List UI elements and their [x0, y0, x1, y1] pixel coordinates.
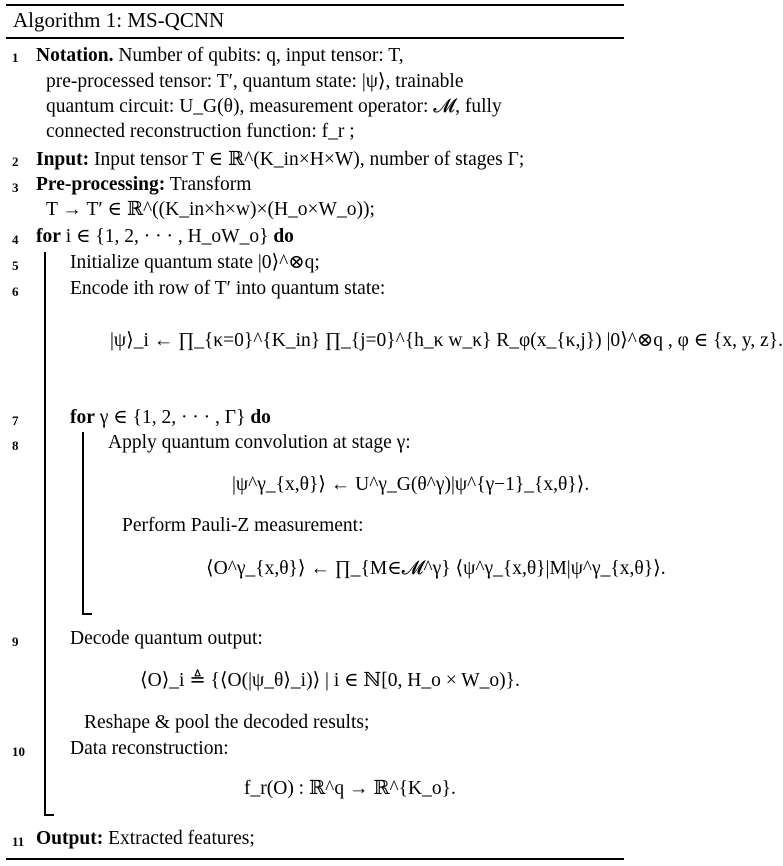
line-number-5: 5	[12, 258, 19, 273]
line-number-11: 11	[12, 834, 25, 849]
line-number-9: 9	[12, 634, 19, 649]
line-number-8: 8	[12, 438, 19, 453]
output-text: Extracted features;	[103, 828, 255, 849]
notation-text-4: connected reconstruction function: f_r ;	[46, 121, 355, 142]
inner-loop-bar	[82, 432, 84, 614]
equation-convolution: |ψ^γ_{x,θ}⟩ ← U^γ_G(θ^γ)|ψ^{γ−1}_{x,θ}⟩.	[232, 474, 590, 495]
line-number-6: 6	[12, 284, 19, 299]
bottom-rule	[6, 858, 624, 860]
apply-conv-line: Apply quantum convolution at stage γ:	[108, 432, 411, 453]
decode-line: Decode quantum output:	[70, 628, 263, 649]
preprocessing-text-2: T → T′ ∈ ℝ^((K_in×h×w)×(H_o×W_o));	[46, 199, 375, 220]
preprocessing-line	[36, 174, 251, 196]
top-rule	[6, 4, 624, 6]
line-number-3: 3	[12, 180, 19, 195]
preprocessing-heading: Pre-processing:	[36, 174, 166, 195]
outer-loop-foot	[44, 814, 54, 816]
input-text: Input tensor T ∈ ℝ^(K_in×H×W), number of stages Γ;	[89, 149, 525, 170]
reshape-pool-line: Reshape & pool the decoded results;	[84, 712, 370, 733]
equation-reconstruction: f_r(O) : ℝ^q → ℝ^{K_o}.	[244, 778, 456, 799]
notation-line	[36, 45, 404, 67]
line-number-10: 10	[12, 744, 25, 759]
inner-for-range: γ ∈ {1, 2, · · · , Γ}	[94, 407, 251, 428]
inner-loop-foot	[82, 613, 92, 615]
notation-text-3: quantum circuit: U_G(θ), measurement operator: 𝓜, fully	[46, 96, 502, 117]
notation-heading: Notation.	[36, 45, 114, 66]
line-number-1: 1	[12, 50, 19, 65]
pauli-measurement-line: Perform Pauli-Z measurement:	[122, 515, 364, 536]
algorithm-title: Algorithm 1: MS-QCNN	[13, 8, 225, 32]
outer-loop-bar	[44, 252, 46, 815]
init-state-line: Initialize quantum state |0⟩^⊗q;	[70, 252, 320, 273]
equation-encoding: |ψ⟩_i ← ∏_{κ=0}^{K_in} ∏_{j=0}^{h_κ w_κ} R_φ(x_{κ,j}) |0⟩^⊗q , φ ∈ {x, y, z}.	[110, 330, 783, 351]
line-number-7: 7	[12, 413, 19, 428]
keyword-do: do	[273, 226, 294, 247]
input-line	[36, 149, 524, 171]
line-number-2: 2	[12, 154, 19, 169]
line-number-4: 4	[12, 232, 19, 247]
keyword-for: for	[36, 226, 61, 247]
preprocessing-text-1: Transform	[165, 174, 252, 195]
output-line	[36, 828, 255, 850]
notation-text-1: Number of qubits: q, input tensor: T,	[113, 45, 404, 66]
output-heading: Output:	[36, 828, 104, 849]
notation-text-2: pre-processed tensor: T′, quantum state: |ψ⟩, trainable	[46, 71, 464, 92]
keyword-do-inner: do	[250, 407, 271, 428]
equation-measurement: ⟨O^γ_{x,θ}⟩ ← ∏_{M∈𝓜^γ} ⟨ψ^γ_{x,θ}|M|ψ^γ_{x,θ}⟩.	[206, 558, 666, 579]
inner-for-line	[70, 407, 271, 429]
outer-for-range: i ∈ {1, 2, · · · , H_oW_o}	[60, 226, 274, 247]
outer-for-line	[36, 226, 294, 248]
keyword-for-inner: for	[70, 407, 95, 428]
equation-decode: ⟨O⟩_i ≜ {⟨O(|ψ_θ⟩_i)⟩ | i ∈ ℕ[0, H_o × W_o)}.	[140, 670, 520, 691]
input-heading: Input:	[36, 149, 90, 170]
encode-line: Encode ith row of T′ into quantum state:	[70, 278, 386, 299]
title-rule	[6, 37, 624, 39]
reconstruction-line: Data reconstruction:	[70, 738, 229, 759]
